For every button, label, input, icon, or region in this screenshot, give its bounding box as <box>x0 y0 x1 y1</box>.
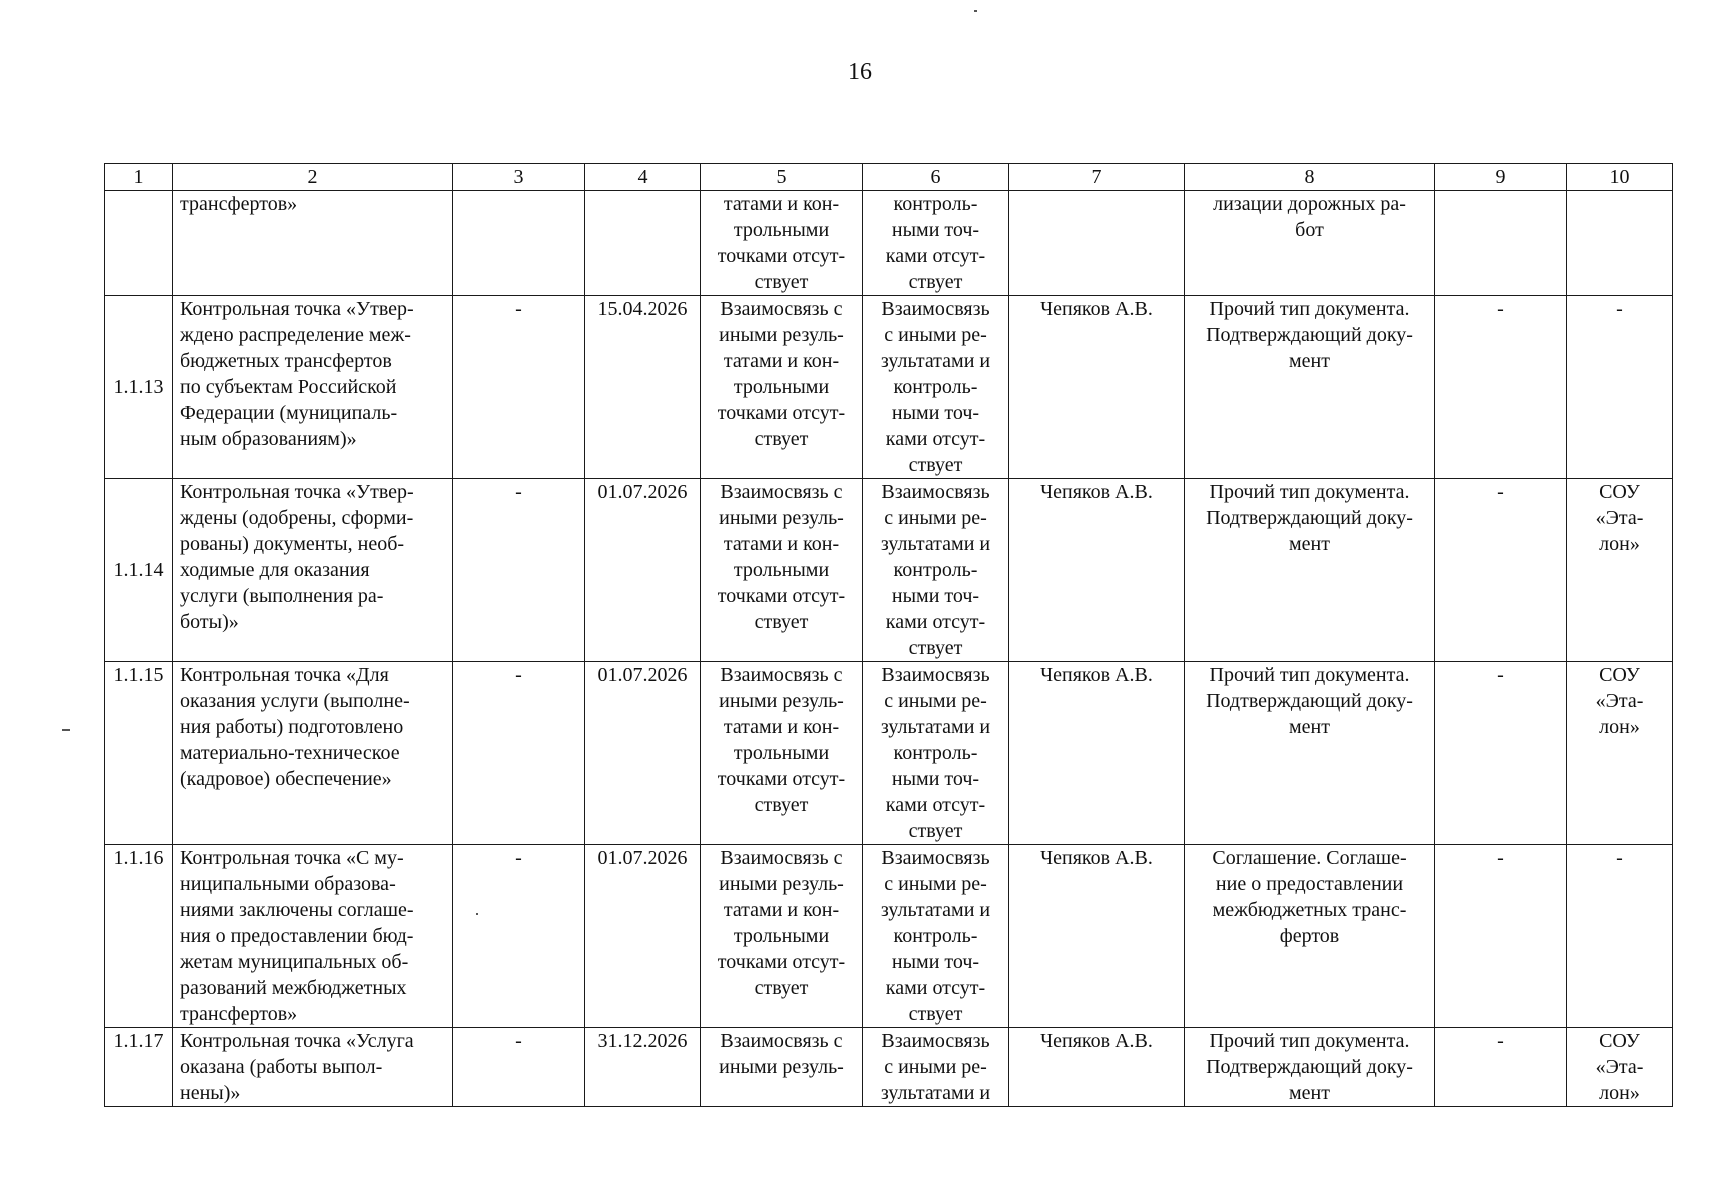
relation-results-cell <box>701 479 863 662</box>
control-point-name-cell-line: ниципальными образова- <box>180 873 396 895</box>
document-type-cell-line: Подтверждающий доку- <box>1206 1056 1413 1078</box>
relation-results-cell-line: точками отсут- <box>717 585 846 607</box>
col3-cell: - <box>453 1028 585 1107</box>
relation-control-points-cell-line: контроль- <box>893 376 978 398</box>
date-cell: 01.07.2026 <box>585 845 701 1028</box>
relation-control-points-cell-line: ствует <box>908 271 963 293</box>
document-type-cell <box>1185 662 1435 845</box>
control-points-table <box>104 163 1673 1107</box>
control-point-name-cell-line: разований межбюджетных <box>180 977 407 999</box>
control-point-name-cell-line: ния о предоставлении бюд- <box>180 925 414 947</box>
control-point-name-cell <box>173 1028 453 1107</box>
item-number-cell: 1.1.15 <box>105 662 173 845</box>
relation-results-cell-line: иными резуль- <box>719 873 844 895</box>
column-number: 3 <box>453 164 585 191</box>
relation-control-points-cell-line: ками отсут- <box>885 428 986 450</box>
relation-results-cell-line: Взаимосвязь с <box>720 1030 843 1052</box>
control-point-name-cell-line: ждены (одобрены, сформи- <box>180 507 414 529</box>
relation-results-cell-line: татами и кон- <box>723 716 840 738</box>
column-number: 1 <box>105 164 173 191</box>
relation-results-cell-line: иными резуль- <box>719 507 844 529</box>
column-number: 9 <box>1435 164 1567 191</box>
relation-control-points-cell-line: контроль- <box>893 925 978 947</box>
control-point-name-cell-line: материально-техническое <box>180 742 400 764</box>
document-type-cell <box>1185 191 1435 296</box>
relation-control-points-cell-line: ками отсут- <box>885 794 986 816</box>
scan-mark <box>974 10 977 12</box>
relation-results-cell-line: иными резуль- <box>719 1056 844 1078</box>
relation-results-cell-line: трольными <box>733 925 830 947</box>
relation-control-points-cell-line: Взаимосвязь <box>881 481 990 503</box>
relation-control-points-cell-line: зультатами и <box>880 899 991 921</box>
control-point-name-cell-line: Контрольная точка «Утвер- <box>180 481 414 503</box>
relation-results-cell-line: точками отсут- <box>717 951 846 973</box>
relation-control-points-cell-line: ными точ- <box>891 219 980 241</box>
relation-control-points-cell-line: с иными ре- <box>884 324 987 346</box>
relation-results-cell-line: точками отсут- <box>717 768 846 790</box>
relation-control-points-cell-line: ствует <box>908 637 963 659</box>
relation-control-points-cell-line: ками отсут- <box>885 245 986 267</box>
relation-control-points-cell-line: зультатами и <box>880 533 991 555</box>
col3-cell: - <box>453 662 585 845</box>
relation-control-points-cell-line: Взаимосвязь <box>881 847 990 869</box>
relation-control-points-cell-line: Взаимосвязь <box>881 664 990 686</box>
table-body <box>105 191 1673 1107</box>
page-number: 16 <box>848 59 872 85</box>
date-cell: 15.04.2026 <box>585 296 701 479</box>
table-row <box>105 1028 1673 1107</box>
date-cell: 31.12.2026 <box>585 1028 701 1107</box>
relation-control-points-cell-line: контроль- <box>893 193 978 215</box>
information-system-cell <box>1567 296 1673 479</box>
column-number: 10 <box>1567 164 1673 191</box>
item-number-cell: 1.1.16 <box>105 845 173 1028</box>
col3-cell: - <box>453 845 585 1028</box>
table-row <box>105 191 1673 296</box>
table-row <box>105 845 1673 1028</box>
document-type-cell-line: ние о предоставлении <box>1215 873 1404 895</box>
document-type-cell-line: Подтверждающий доку- <box>1206 690 1413 712</box>
control-point-name-cell-line: боты)» <box>180 611 239 633</box>
control-point-name-cell-line: оказания услуги (выполне- <box>180 690 410 712</box>
control-point-name-cell-line: ния работы) подготовлено <box>180 716 404 738</box>
relation-results-cell-line: иными резуль- <box>719 324 844 346</box>
item-number-cell: 1.1.14 <box>105 479 173 662</box>
relation-control-points-cell-line: с иными ре- <box>884 690 987 712</box>
column-number: 6 <box>863 164 1009 191</box>
table-row <box>105 479 1673 662</box>
relation-control-points-cell <box>863 191 1009 296</box>
column-number: 2 <box>173 164 453 191</box>
responsible-cell <box>1009 191 1185 296</box>
relation-results-cell-line: трольными <box>733 742 830 764</box>
control-point-name-cell-line: Контрольная точка «Услуга <box>180 1030 414 1052</box>
control-point-name-cell-line: жетам муниципальных об- <box>180 951 409 973</box>
relation-control-points-cell-line: ными точ- <box>891 768 980 790</box>
relation-results-cell-line: ствует <box>754 611 809 633</box>
information-system-cell <box>1567 1028 1673 1107</box>
relation-results-cell <box>701 845 863 1028</box>
document-type-cell <box>1185 1028 1435 1107</box>
information-system-cell <box>1567 191 1673 296</box>
document-type-cell-line: лизации дорожных ра- <box>1213 193 1406 215</box>
control-point-name-cell-line: бюджетных трансфертов <box>180 350 392 372</box>
col3-cell: - <box>453 296 585 479</box>
col3-cell: - <box>453 479 585 662</box>
relation-control-points-cell-line: с иными ре- <box>884 1056 987 1078</box>
relation-results-cell-line: татами и кон- <box>723 350 840 372</box>
document-type-cell-line: мент <box>1289 350 1330 372</box>
information-system-cell-line: «Эта- <box>1595 690 1644 712</box>
column-number: 7 <box>1009 164 1185 191</box>
control-point-name-cell-line: рованы) документы, необ- <box>180 533 405 555</box>
information-system-cell-line: «Эта- <box>1595 1056 1644 1078</box>
information-system-cell-line: лон» <box>1599 1082 1640 1104</box>
document-type-cell <box>1185 845 1435 1028</box>
document-type-cell-line: бот <box>1295 219 1324 241</box>
relation-results-cell <box>701 1028 863 1107</box>
column-number: 5 <box>701 164 863 191</box>
relation-results-cell-line: Взаимосвязь с <box>720 664 843 686</box>
control-point-name-cell-line: трансфертов» <box>180 1003 298 1025</box>
relation-control-points-cell-line: с иными ре- <box>884 507 987 529</box>
column-number: 4 <box>585 164 701 191</box>
control-point-name-cell-line: Контрольная точка «С му- <box>180 847 404 869</box>
relation-control-points-cell-line: ствует <box>908 454 963 476</box>
col3-cell <box>453 191 585 296</box>
control-point-name-cell-line: ходимые для оказания <box>180 559 370 581</box>
relation-control-points-cell-line: ками отсут- <box>885 611 986 633</box>
information-system-cell-line: СОУ <box>1599 1030 1640 1052</box>
document-type-cell-line: мент <box>1289 716 1330 738</box>
control-point-name-cell-line: Федерации (муниципаль- <box>180 402 398 424</box>
control-point-name-cell-line: нены)» <box>180 1082 241 1104</box>
information-system-cell-line: - <box>1616 847 1623 869</box>
document-type-cell-line: межбюджетных транс- <box>1212 899 1407 921</box>
document-type-cell-line: мент <box>1289 533 1330 555</box>
document-type-cell <box>1185 296 1435 479</box>
information-system-cell <box>1567 845 1673 1028</box>
column-numbers-row <box>105 164 1673 191</box>
relation-results-cell-line: ствует <box>754 428 809 450</box>
scan-mark <box>476 913 478 915</box>
relation-control-points-cell <box>863 479 1009 662</box>
relation-results-cell <box>701 662 863 845</box>
relation-control-points-cell <box>863 662 1009 845</box>
relation-results-cell <box>701 191 863 296</box>
information-system-cell-line: - <box>1616 298 1623 320</box>
relation-control-points-cell-line: с иными ре- <box>884 873 987 895</box>
control-point-name-cell-line: трансфертов» <box>180 193 298 215</box>
column-number: 8 <box>1185 164 1435 191</box>
document-type-cell-line: Соглашение. Соглаше- <box>1212 847 1407 869</box>
control-point-name-cell-line: ниями заключены соглаше- <box>180 899 414 921</box>
date-cell: 01.07.2026 <box>585 662 701 845</box>
document-type-cell-line: Прочий тип документа. <box>1209 298 1410 320</box>
col9-cell <box>1435 191 1567 296</box>
responsible-cell: Чепяков А.В. <box>1009 479 1185 662</box>
control-point-name-cell <box>173 296 453 479</box>
information-system-cell-line: СОУ <box>1599 664 1640 686</box>
relation-control-points-cell-line: Взаимосвязь <box>881 1030 990 1052</box>
control-point-name-cell <box>173 479 453 662</box>
relation-results-cell-line: трольными <box>733 376 830 398</box>
relation-results-cell-line: иными резуль- <box>719 690 844 712</box>
col9-cell: - <box>1435 479 1567 662</box>
relation-control-points-cell <box>863 296 1009 479</box>
document-type-cell-line: Прочий тип документа. <box>1209 1030 1410 1052</box>
relation-control-points-cell-line: ками отсут- <box>885 977 986 999</box>
responsible-cell: Чепяков А.В. <box>1009 845 1185 1028</box>
information-system-cell <box>1567 662 1673 845</box>
relation-control-points-cell <box>863 1028 1009 1107</box>
control-point-name-cell-line: оказана (работы выпол- <box>180 1056 383 1078</box>
col9-cell: - <box>1435 296 1567 479</box>
information-system-cell-line: лон» <box>1599 533 1640 555</box>
information-system-cell <box>1567 479 1673 662</box>
relation-results-cell-line: трольными <box>733 219 830 241</box>
relation-control-points-cell-line: ствует <box>908 820 963 842</box>
col9-cell: - <box>1435 1028 1567 1107</box>
date-cell: 01.07.2026 <box>585 479 701 662</box>
document-type-cell <box>1185 479 1435 662</box>
control-point-name-cell-line: ждено распределение меж- <box>180 324 411 346</box>
control-point-name-cell-line: Контрольная точка «Утвер- <box>180 298 414 320</box>
control-point-name-cell-line: по субъектам Российской <box>180 376 397 398</box>
table-row <box>105 296 1673 479</box>
relation-results-cell-line: Взаимосвязь с <box>720 298 843 320</box>
document-type-cell-line: фертов <box>1279 925 1340 947</box>
relation-control-points-cell-line: ствует <box>908 1003 963 1025</box>
relation-control-points-cell-line: ными точ- <box>891 402 980 424</box>
relation-results-cell-line: татами и кон- <box>723 533 840 555</box>
information-system-cell-line: лон» <box>1599 716 1640 738</box>
control-point-name-cell <box>173 662 453 845</box>
responsible-cell: Чепяков А.В. <box>1009 1028 1185 1107</box>
responsible-cell: Чепяков А.В. <box>1009 662 1185 845</box>
document-type-cell-line: Подтверждающий доку- <box>1206 507 1413 529</box>
item-number-cell: 1.1.13 <box>105 296 173 479</box>
table-row <box>105 662 1673 845</box>
item-number-cell: 1.1.17 <box>105 1028 173 1107</box>
relation-results-cell-line: ствует <box>754 977 809 999</box>
relation-results-cell-line: ствует <box>754 271 809 293</box>
relation-results-cell-line: трольными <box>733 559 830 581</box>
relation-control-points-cell-line: зультатами и <box>880 1082 991 1104</box>
relation-control-points-cell-line: ными точ- <box>891 585 980 607</box>
control-point-name-cell-line: ным образованиям)» <box>180 428 357 450</box>
document-type-cell-line: Подтверждающий доку- <box>1206 324 1413 346</box>
relation-results-cell-line: Взаимосвязь с <box>720 847 843 869</box>
responsible-cell: Чепяков А.В. <box>1009 296 1185 479</box>
relation-results-cell-line: ствует <box>754 794 809 816</box>
relation-results-cell-line: точками отсут- <box>717 402 846 424</box>
date-cell <box>585 191 701 296</box>
relation-results-cell-line: Взаимосвязь с <box>720 481 843 503</box>
relation-results-cell <box>701 296 863 479</box>
relation-control-points-cell-line: зультатами и <box>880 350 991 372</box>
col9-cell: - <box>1435 845 1567 1028</box>
control-point-name-cell-line: услуги (выполнения ра- <box>180 585 384 607</box>
document-type-cell-line: Прочий тип документа. <box>1209 664 1410 686</box>
control-point-name-cell <box>173 845 453 1028</box>
relation-control-points-cell-line: Взаимосвязь <box>881 298 990 320</box>
relation-results-cell-line: татами и кон- <box>723 193 840 215</box>
relation-control-points-cell <box>863 845 1009 1028</box>
scan-mark <box>62 729 70 731</box>
document-type-cell-line: Прочий тип документа. <box>1209 481 1410 503</box>
relation-control-points-cell-line: зультатами и <box>880 716 991 738</box>
control-point-name-cell <box>173 191 453 296</box>
relation-results-cell-line: точками отсут- <box>717 245 846 267</box>
item-number-cell <box>105 191 173 296</box>
control-point-name-cell-line: (кадровое) обеспечение» <box>180 768 392 790</box>
relation-control-points-cell-line: контроль- <box>893 559 978 581</box>
relation-control-points-cell-line: контроль- <box>893 742 978 764</box>
relation-results-cell-line: татами и кон- <box>723 899 840 921</box>
col9-cell: - <box>1435 662 1567 845</box>
relation-control-points-cell-line: ными точ- <box>891 951 980 973</box>
information-system-cell-line: «Эта- <box>1595 507 1644 529</box>
information-system-cell-line: СОУ <box>1599 481 1640 503</box>
document-type-cell-line: мент <box>1289 1082 1330 1104</box>
control-point-name-cell-line: Контрольная точка «Для <box>180 664 389 686</box>
